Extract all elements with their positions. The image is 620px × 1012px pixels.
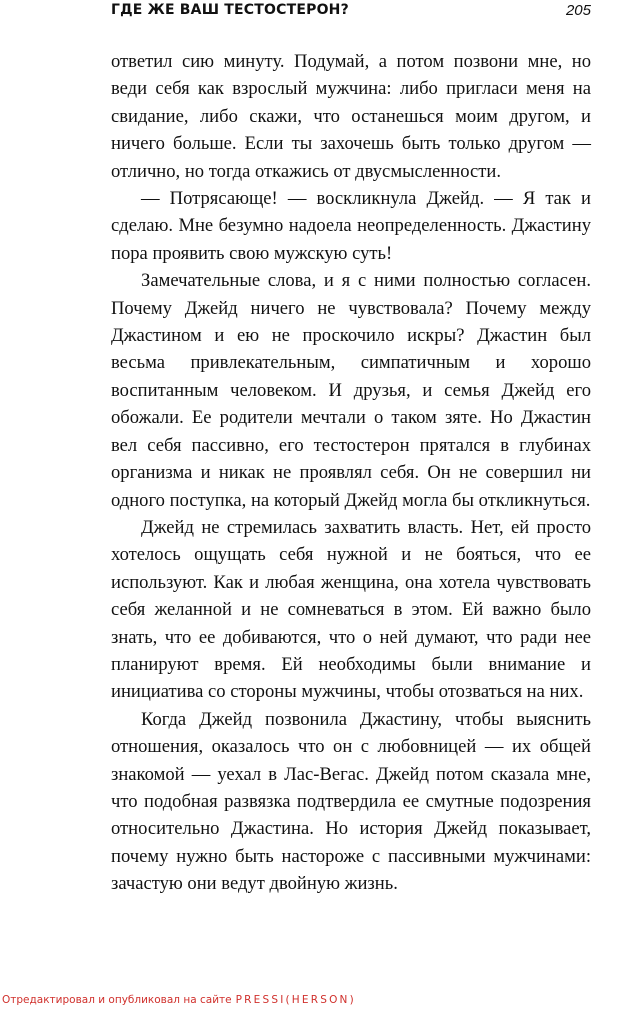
running-title: ГДЕ ЖЕ ВАШ ТЕСТОСТЕРОН? xyxy=(111,2,349,18)
footer-credit xyxy=(2,994,356,1006)
paragraph-2: — Потрясающе! — воскликнула Джейд. — Я так и сделаю. Мне безумно надоела неопределенность. Джастину пора проявить свою мужскую суть! xyxy=(111,188,591,264)
footer-credit-text: Отредактировал и опубликовал на сайте xyxy=(2,994,232,1006)
page-number: 205 xyxy=(565,2,591,19)
paragraph-5: Когда Джейд позвонила Джастину, чтобы выяснить отношения, оказалось что он с любовницей — их общей знакомой — уехал в Лас-Вегас. Джейд потом сказала мне, что подобная развязка подтвердила ее смутные подозрения относительно Джастина. Но история Джейд показывает, почему нужно быть настороже с пассивными мужчинами: зачастую они ведут двойную жизнь. xyxy=(111,708,591,895)
paragraph-1: ответил сию минуту. Подумай, а потом позвони мне, но веди себя как взрослый мужчина: либо пригласи меня на свидание, либо скажи, что останешься моим другом, и ничего больше. Если ты захочешь быть только другом — отлично, но тогда откажись от двусмысленности. xyxy=(111,51,591,182)
body-text xyxy=(111,48,591,898)
running-header xyxy=(111,2,591,24)
paragraph-3: Замечательные слова, и я с ними полностью согласен. Почему Джейд ничего не чувствовала? Почему между Джастином и ею не проскочило искры? Джастин был весьма привлекательным, симпатичным и хорошо воспитанным человеком. И друзья, и семья Джейд его обожали. Ее родители мечтали о таком зяте. Но Джастин вел себя пассивно, его тестостерон прятался в глубинах организма и никак не проявлял себя. Он не совершил ни одного поступка, на который Джейд могла бы откликнуться. xyxy=(111,270,591,511)
footer-brand: PRESSI(HERSON) xyxy=(235,994,356,1006)
paragraph-4: Джейд не стремилась захватить власть. Нет, ей просто хотелось ощущать себя нужной и не бояться, что ее используют. Как и любая женщина, она хотела чувствовать себя желанной и не сомневаться в этом. Ей важно было знать, что ее добиваются, что о ней думают, что ради нее планируют время. Ей необходимы были внимание и инициатива со стороны мужчины, чтобы отозваться на них. xyxy=(111,516,591,703)
